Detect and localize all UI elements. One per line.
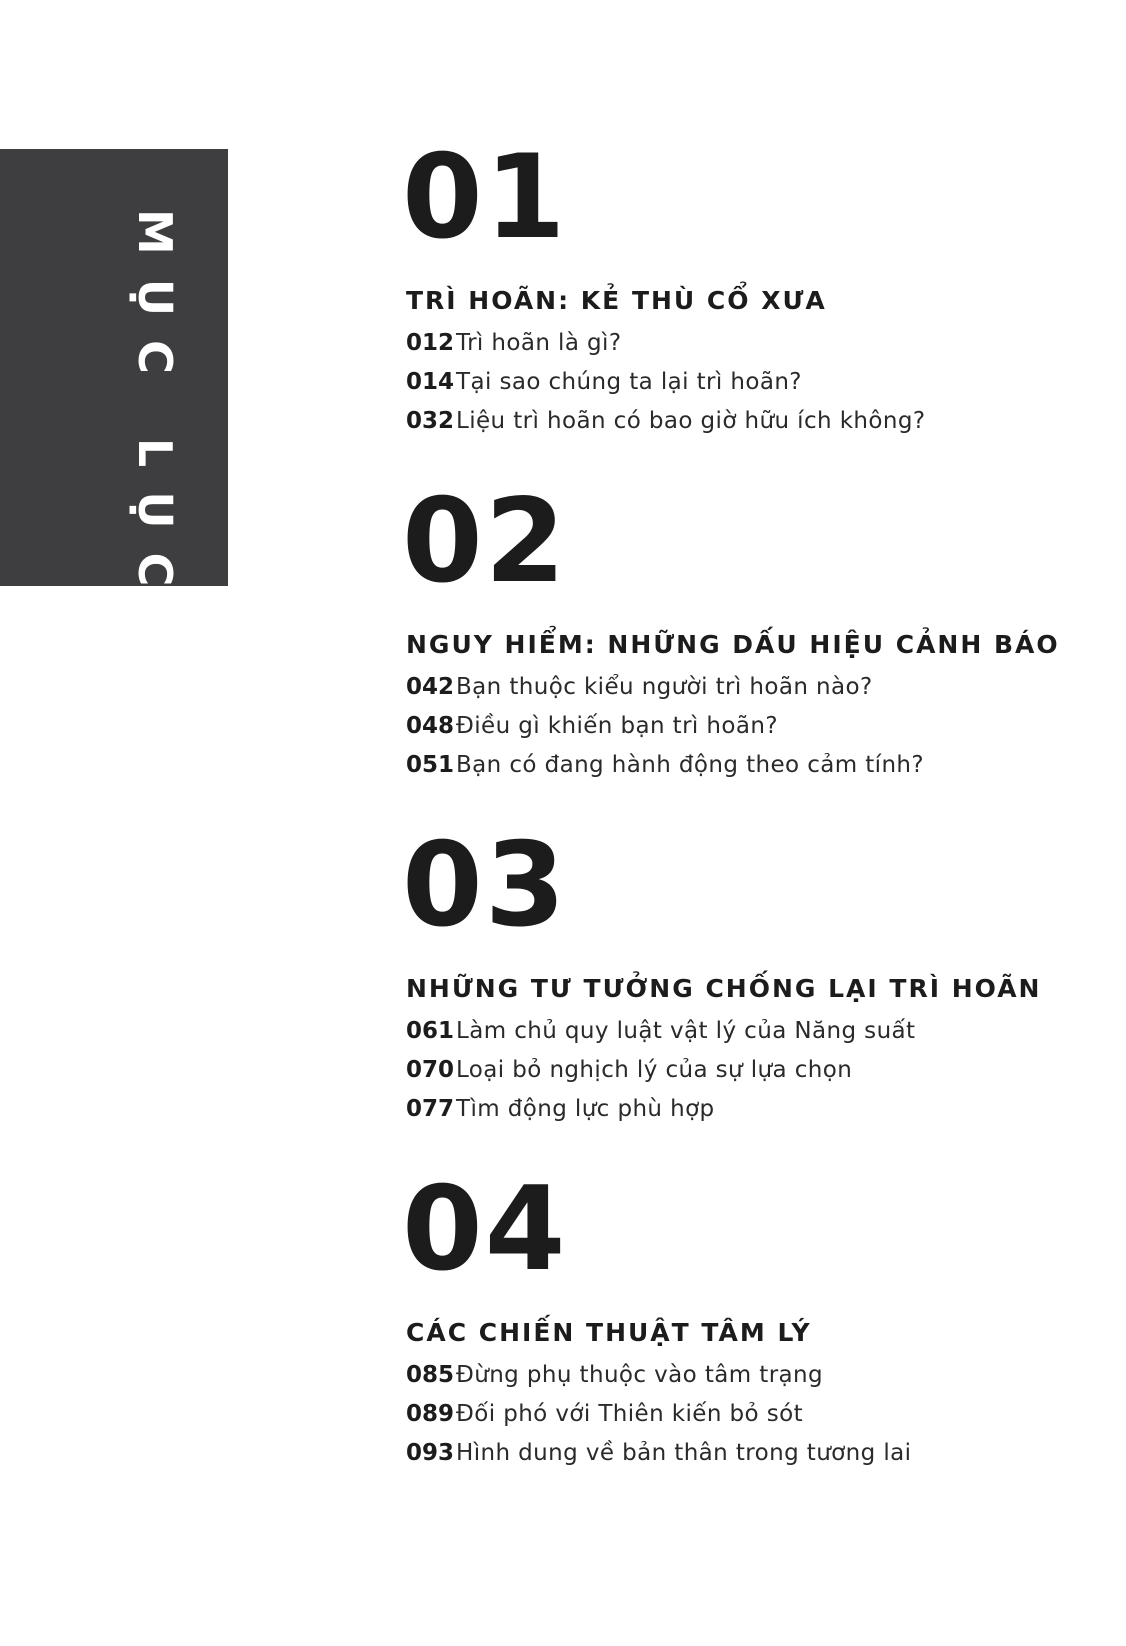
entry-title: Bạn có đang hành động theo cảm tính? (456, 752, 925, 778)
entry-page-number: 085 (406, 1362, 455, 1388)
entry-page-number: 042 (406, 674, 455, 700)
chapter-number: 04 (402, 1162, 568, 1297)
entry-title: Trì hoãn là gì? (456, 330, 622, 356)
chapter-number: 02 (402, 474, 568, 609)
chapter-01 (402, 130, 1046, 484)
entry-page-number: 048 (406, 713, 455, 739)
entry-title: Bạn thuộc kiểu người trì hoãn nào? (456, 674, 873, 700)
entry-title: Đừng phụ thuộc vào tâm trạng (456, 1362, 824, 1388)
chapter-title: NGUY HIỂM: NHỮNG DẤU HIỆU CẢNH BÁO (406, 630, 1060, 659)
entry-list (406, 668, 1046, 785)
entry-title: Tại sao chúng ta lại trì hoãn? (456, 369, 802, 395)
chapter-title: CÁC CHIẾN THUẬT TÂM LÝ (406, 1318, 812, 1347)
entry-title: Loại bỏ nghịch lý của sự lựa chọn (456, 1057, 853, 1083)
toc-entry (406, 1356, 1046, 1395)
entry-title: Điều gì khiến bạn trì hoãn? (456, 713, 778, 739)
toc-entry (406, 324, 1046, 363)
toc-entry (406, 1434, 1046, 1473)
entry-list (406, 1356, 1046, 1473)
entry-title: Đối phó với Thiên kiến bỏ sót (456, 1401, 803, 1427)
entry-list (406, 1012, 1046, 1129)
chapter-03 (402, 818, 1046, 1172)
toc-entry (406, 707, 1046, 746)
entry-page-number: 014 (406, 369, 455, 395)
toc-entry (406, 1012, 1046, 1051)
toc-entry (406, 363, 1046, 402)
chapter-number: 03 (402, 818, 568, 953)
side-title (132, 209, 178, 269)
entry-page-number: 077 (406, 1096, 455, 1122)
chapter-number: 01 (402, 130, 568, 265)
chapter-04 (402, 1162, 1046, 1516)
entry-page-number: 089 (406, 1401, 455, 1427)
toc-entry (406, 668, 1046, 707)
toc-entry (406, 1090, 1046, 1129)
entry-title: Làm chủ quy luật vật lý của Năng suất (456, 1018, 916, 1044)
chapter-title: NHỮNG TƯ TƯỞNG CHỐNG LẠI TRÌ HOÃN (406, 974, 1042, 1003)
entry-list (406, 324, 1046, 441)
entry-page-number: 093 (406, 1440, 455, 1466)
side-tab (0, 149, 228, 586)
entry-page-number: 070 (406, 1057, 455, 1083)
toc-entry (406, 1395, 1046, 1434)
entry-page-number: 012 (406, 330, 455, 356)
toc-entry (406, 746, 1046, 785)
table-of-contents (402, 130, 1060, 1516)
chapter-title: TRÌ HOÃN: KẺ THÙ CỔ XƯA (406, 286, 827, 315)
entry-page-number: 051 (406, 752, 455, 778)
toc-entry (406, 402, 1046, 441)
chapter-02 (402, 474, 1060, 828)
entry-title: Liệu trì hoãn có bao giờ hữu ích không? (456, 408, 926, 434)
entry-page-number: 061 (406, 1018, 455, 1044)
entry-title: Tìm động lực phù hợp (456, 1096, 715, 1122)
toc-entry (406, 1051, 1046, 1090)
entry-title: Hình dung về bản thân trong tương lai (456, 1440, 912, 1466)
entry-page-number: 032 (406, 408, 455, 434)
